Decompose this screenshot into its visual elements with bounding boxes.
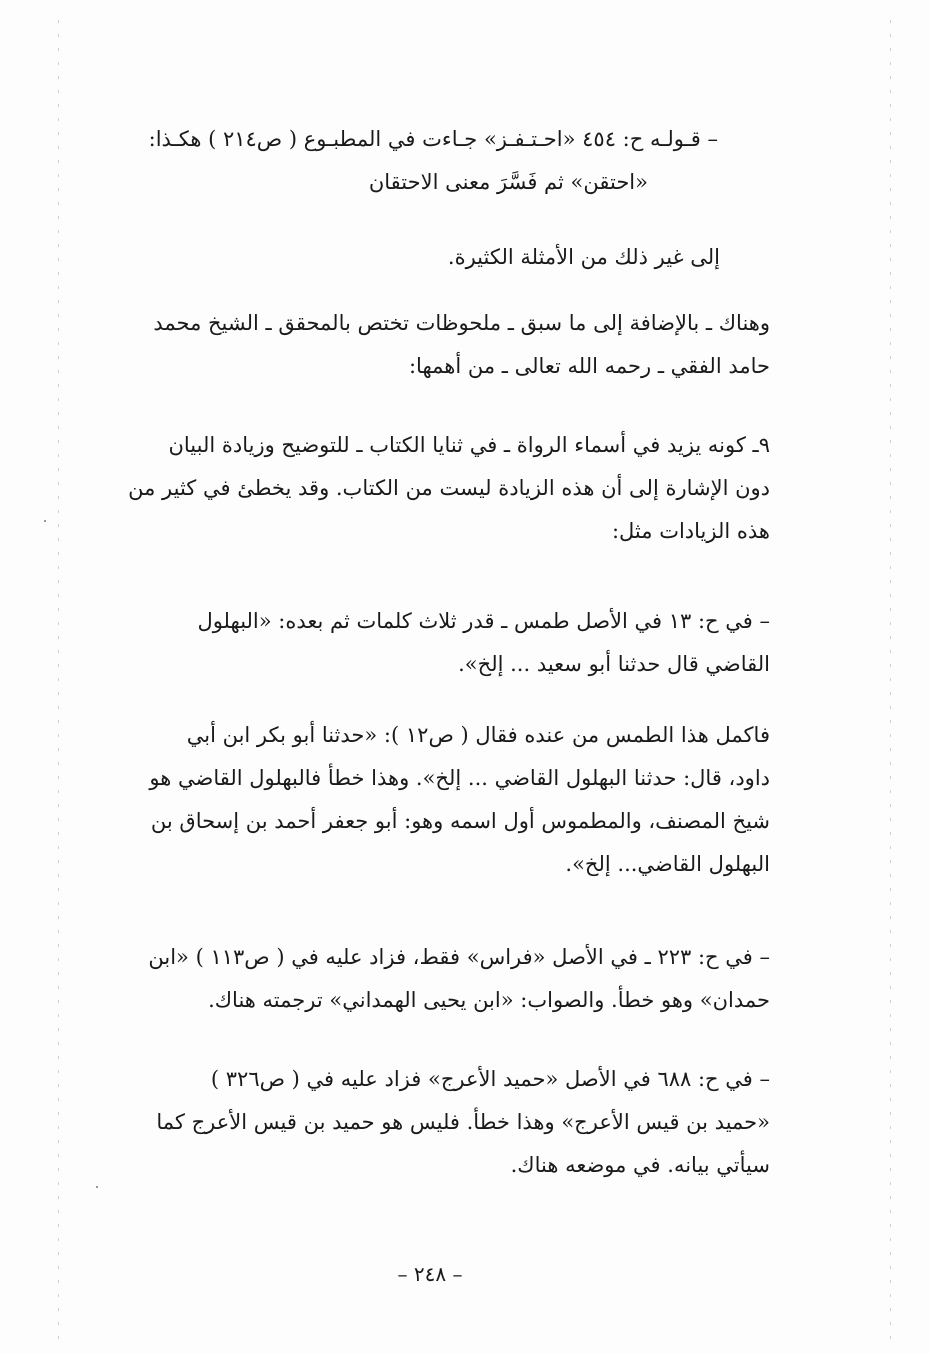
page-number: – ٢٤٨ – bbox=[397, 1262, 463, 1286]
text-line: – في ح: ١٣ في الأصل طمس ـ قدر ثلاث كلمات ثم بعده: «البهلول bbox=[197, 609, 770, 633]
text-line: القاضي قال حدثنا أبو سعيد ... إلخ». bbox=[458, 652, 770, 676]
paragraph-1 bbox=[58, 118, 718, 204]
text-line: ٩ـ كونه يزيد في أسماء الرواة ـ في ثنايا الكتاب ـ للتوضيح وزيادة البيان bbox=[168, 433, 770, 457]
scan-edge-left bbox=[58, 20, 59, 1340]
paragraph-6 bbox=[70, 714, 770, 886]
paragraph-8 bbox=[70, 1058, 770, 1187]
text-line: هذه الزيادات مثل: bbox=[611, 519, 770, 543]
text-line: داود، قال: حدثنا البهلول القاضي ... إلخ». وهذا خطأ فالبهلول القاضي هو bbox=[149, 766, 770, 790]
paragraph-2 bbox=[220, 236, 720, 279]
text-line: حمدان» وهو خطأ. والصواب: «ابن يحيى الهمداني» ترجمته هناك. bbox=[208, 988, 770, 1012]
scan-speck bbox=[44, 520, 46, 522]
text-line: – في ح: ٦٨٨ في الأصل «حميد الأعرج» فزاد عليه في ( ص٣٢٦ ) bbox=[210, 1067, 770, 1091]
text-line: – في ح: ٢٢٣ ـ في الأصل «فراس» فقط، فزاد عليه في ( ص١١٣ ) «ابن bbox=[148, 945, 770, 969]
paragraph-5 bbox=[70, 600, 770, 686]
paragraph-3 bbox=[70, 302, 770, 388]
text-line: البهلول القاضي... إلخ». bbox=[565, 852, 770, 876]
paragraph-7 bbox=[70, 936, 770, 1022]
text-line: – قـولـه ح: ٤٥٤ «احـتـفـز» جـاءت في المطبـوع ( ص٢١٤ ) هكـذا: bbox=[148, 127, 718, 151]
text-line: دون الإشارة إلى أن هذه الزيادة ليست من الكتاب. وقد يخطئ في كثير من bbox=[128, 476, 770, 500]
text-line: حامد الفقي ـ رحمه الله تعالى ـ من أهمها: bbox=[408, 354, 770, 378]
text-line: إلى غير ذلك من الأمثلة الكثيرة. bbox=[447, 245, 720, 269]
text-line: «احتقن» ثم فَسَّرَ معنى الاحتقان bbox=[368, 170, 648, 194]
scan-edge-right bbox=[890, 20, 891, 1340]
text-line: «حميد بن قيس الأعرج» وهذا خطأ. فليس هو حميد بن قيس الأعرج كما bbox=[156, 1110, 770, 1134]
text-line: فاكمل هذا الطمس من عنده فقال ( ص١٢ ): «حدثنا أبو بكر ابن أبي bbox=[186, 723, 770, 747]
text-line: سيأتي بيانه. في موضعه هناك. bbox=[510, 1153, 770, 1177]
paragraph-4 bbox=[70, 424, 770, 553]
text-line: شيخ المصنف، والمطموس أول اسمه وهو: أبو جعفر أحمد بن إسحاق بن bbox=[150, 809, 770, 833]
text-line: وهناك ـ بالإضافة إلى ما سبق ـ ملحوظات تختص بالمحقق ـ الشيخ محمد bbox=[153, 311, 770, 335]
